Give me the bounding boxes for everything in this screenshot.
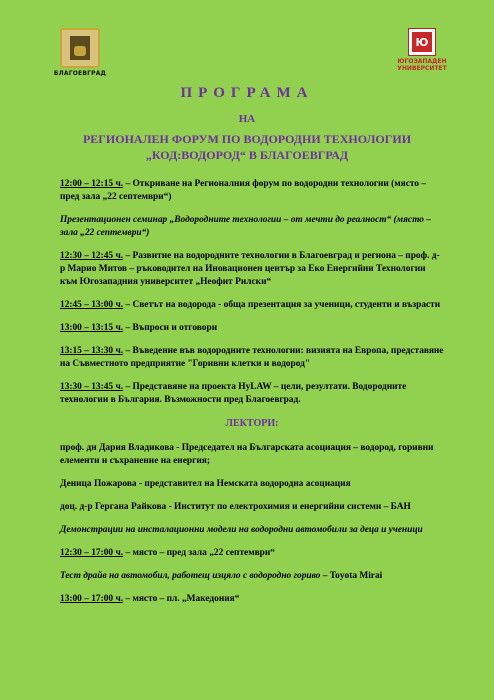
demo-item: 13:00 – 17:00 ч. – място – пл. „Македония“	[60, 594, 240, 604]
demo-item: Тест драйв на автомобил, работещ изцяло с водородно гориво – Toyota Mirai	[60, 571, 383, 581]
page-title: ПРОГРАМА	[180, 85, 314, 101]
lectors-heading: ЛЕКТОРИ:	[225, 418, 279, 429]
university-emblem-icon: Ю	[408, 28, 436, 56]
forum-title: РЕГИОНАЛЕН ФОРУМ ПО ВОДОРОДНИ ТЕХНОЛОГИИ „КОД:ВОДОРОД“ В БЛАГОЕВГРАД	[82, 132, 412, 162]
program-item: 13:15 – 13:30 ч. – Въведение във водородните технологии: визията на Европа, представяне на Съвместното предприятие "Горивни клетки и водород"	[60, 346, 444, 369]
program-item: 12:45 – 13:00 ч. – Светът на водорода - обща презентация за ученици, студенти и възрасти	[60, 300, 441, 310]
program-item: 12:30 – 12:45 ч. – Развитие на водородните технологии в Благоевград и региона – проф. д-р Марио Митов – ръководител на Иновационен център за Еко Енергийни Технологии към Югозападния университет „Неофит Рилски“	[60, 251, 440, 287]
blagoevgrad-logo	[53, 28, 107, 82]
program-item: 13:00 – 13:15 ч. – Въпроси и отговори	[60, 323, 218, 333]
coat-of-arms-icon	[60, 28, 100, 68]
lector-item: доц. д-р Гергана Райкова - Институт по електрохимия и енергийни системи – БАН	[60, 502, 411, 512]
demo-item: Демонстрации на инсталационни модели на водородни автомобили за деца и ученици	[60, 525, 423, 535]
logo-right-caption-2: УНИВЕРСИТЕТ	[397, 65, 447, 72]
logo-left-caption: БЛАГОЕВГРАД	[53, 70, 107, 77]
demo-item: 12:30 – 17:00 ч. – място – пред зала „22 септември“	[60, 548, 275, 558]
program-content	[60, 178, 444, 616]
title-na: НА	[238, 113, 256, 125]
program-item: Презентационен семинар „Водородните технологии – от мечти до реалност“ (място – зала „22 септември“)	[60, 215, 431, 238]
logo-right-caption-1: ЮГОЗАПАДЕН	[397, 58, 447, 65]
program-item: 13:30 – 13:45 ч. – Представяне на проекта HyLAW – цели, резултати. Водородните технологии в България. Възможности пред Благоевград.	[60, 382, 407, 405]
lector-item: Деница Пожарова - представител на Немската водородна асоциация	[60, 479, 351, 489]
lector-item: проф. дн Дария Владикова - Председател на Българската асоциация – водород, горивни елементи и съхранение на енергия;	[60, 443, 434, 466]
program-item: 12:00 – 12:15 ч. – Откриване на Регионалния форум по водородни технологии (място – пред зала „22 септември“)	[60, 179, 427, 202]
